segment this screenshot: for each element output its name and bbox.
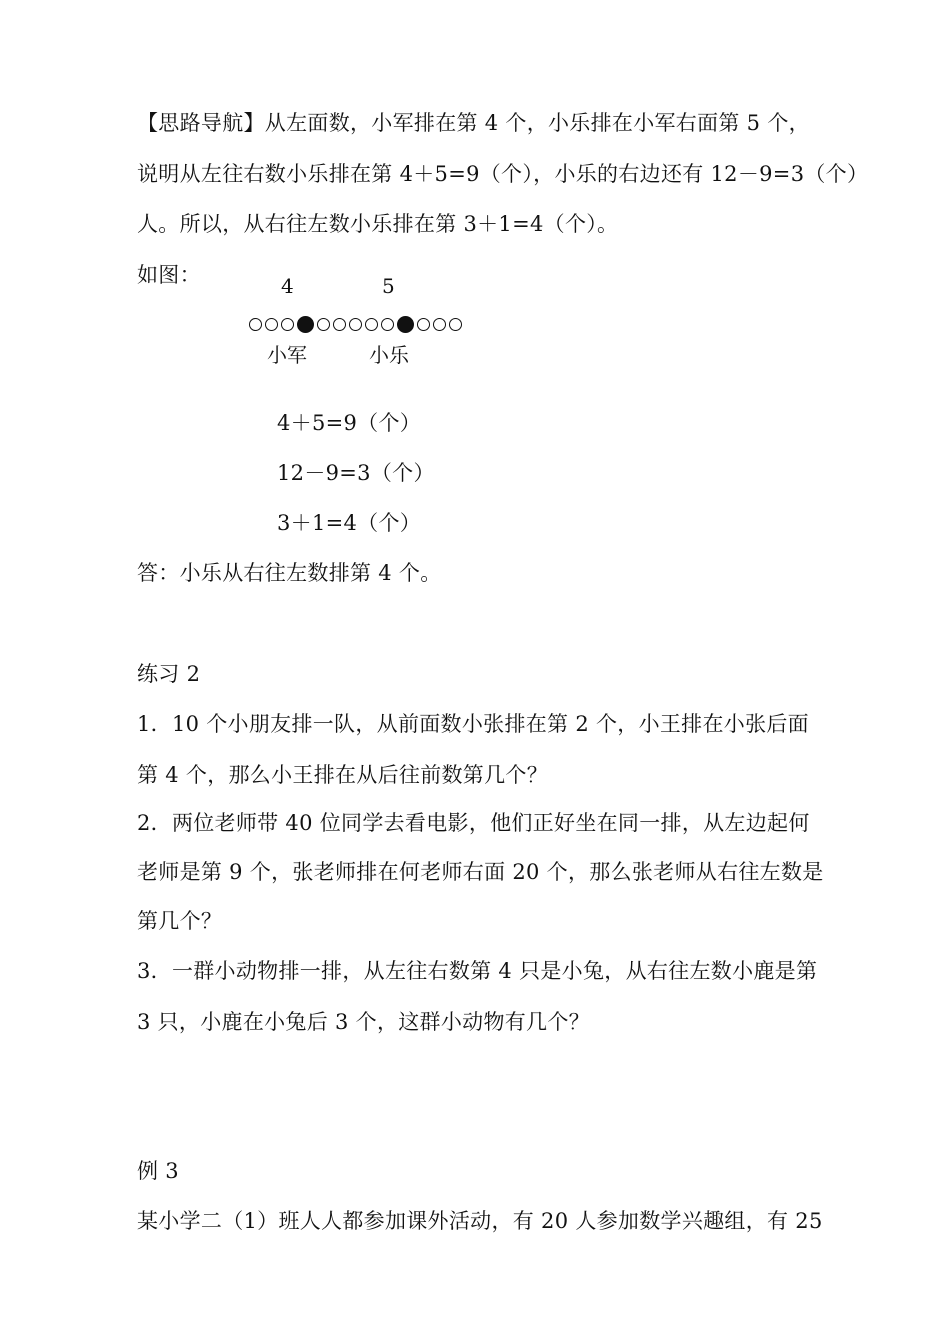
empty-circle-icon [365, 318, 378, 331]
empty-circle-icon [281, 318, 294, 331]
figure-number-right: 5 [382, 274, 395, 298]
figure-number-left: 4 [281, 274, 294, 298]
question-2-line-3: 第几个？ [137, 909, 223, 933]
empty-circle-icon [265, 318, 278, 331]
figure-name-right: 小乐 [369, 343, 409, 367]
paragraph-line-2: 说明从左往右数小乐排在第 4＋5=9（个），小乐的右边还有 12－9=3（个） [137, 162, 869, 186]
paragraph-line-3: 人。所以，从右往左数小乐排在第 3＋1=4（个）。 [137, 212, 619, 236]
paragraph-line-1: 【思路导航】从左面数，小军排在第 4 个，小乐排在小军右面第 5 个， [137, 111, 810, 135]
question-1-line-1: 1．10 个小朋友排一队，从前面数小张排在第 2 个，小王排在小张后面 [137, 712, 809, 736]
empty-circle-icon [449, 318, 462, 331]
question-1-line-2: 第 4 个，那么小王排在从后往前数第几个？ [137, 763, 549, 787]
question-2-line-2: 老师是第 9 个，张老师排在何老师右面 20 个，那么张老师从右往左数是 [137, 860, 824, 884]
example-line-1: 某小学二（1）班人人都参加课外活动，有 20 人参加数学兴趣组，有 25 [137, 1209, 823, 1233]
calculation-line-1: 4＋5=9（个） [277, 411, 422, 435]
circle-row [249, 312, 462, 338]
empty-circle-icon [381, 318, 394, 331]
question-2-line-1: 2．两位老师带 40 位同学去看电影，他们正好坐在同一排，从左边起何 [137, 811, 810, 835]
practice-title: 练习 2 [137, 662, 201, 686]
filled-circle-icon [297, 316, 314, 333]
answer-line: 答：小乐从右往左数排第 4 个。 [137, 561, 442, 585]
empty-circle-icon [249, 318, 262, 331]
empty-circle-icon [333, 318, 346, 331]
filled-circle-icon [397, 316, 414, 333]
empty-circle-icon [433, 318, 446, 331]
question-3-line-2: 3 只，小鹿在小兔后 3 个，这群小动物有几个？ [137, 1010, 590, 1034]
figure-intro: 如图： [137, 263, 201, 287]
calculation-line-3: 3＋1=4（个） [277, 511, 422, 535]
empty-circle-icon [317, 318, 330, 331]
empty-circle-icon [349, 318, 362, 331]
example-title: 例 3 [137, 1159, 179, 1183]
calculation-line-2: 12－9=3（个） [277, 461, 435, 485]
question-3-line-1: 3．一群小动物排一排，从左往右数第 4 只是小兔，从右往左数小鹿是第 [137, 959, 818, 983]
empty-circle-icon [417, 318, 430, 331]
figure-name-left: 小军 [267, 343, 307, 367]
